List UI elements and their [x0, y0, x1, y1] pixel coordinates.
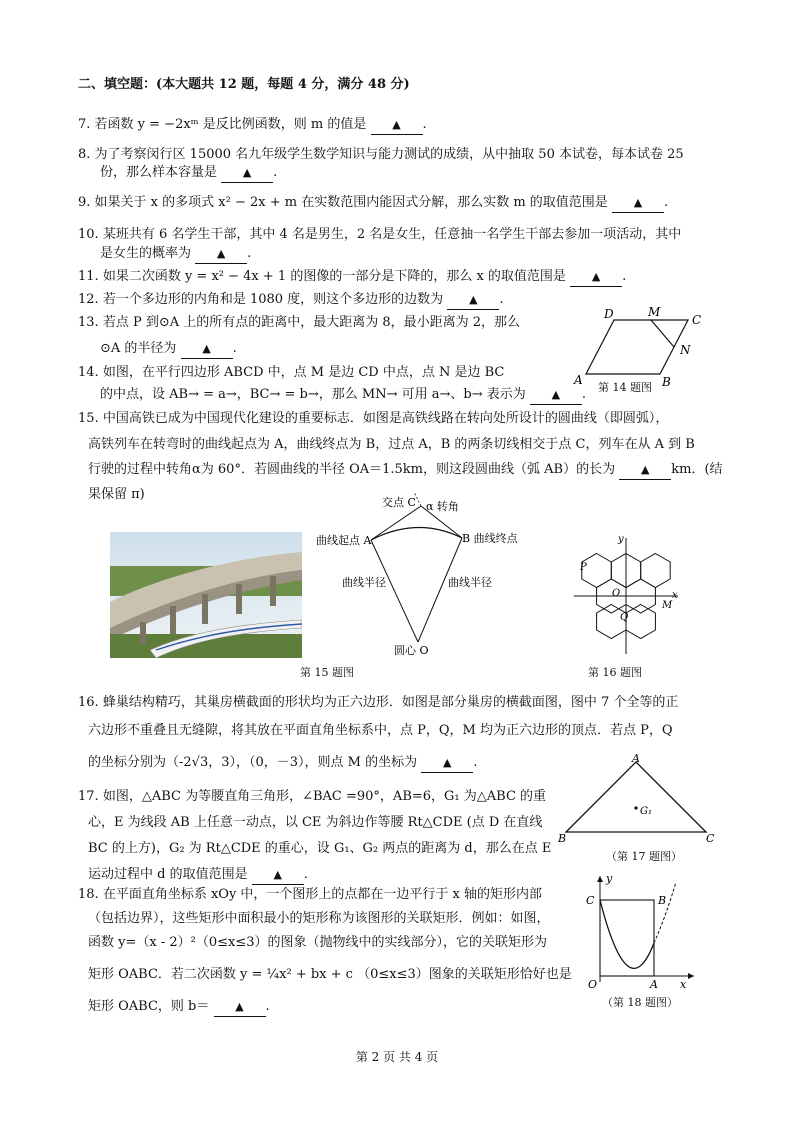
answer-blank: ▲: [371, 116, 423, 135]
label-o: O: [612, 588, 621, 599]
label-center-o: 圆心 O: [394, 644, 429, 657]
question-11: 11. 如果二次函数 y = x² − 4x + 1 的图像的一部分是下降的，那么 x 的取值范围是 ▲ .: [78, 268, 626, 287]
label-a: A: [650, 978, 658, 991]
figure-16: [566, 532, 686, 656]
question-10: 10. 某班共有 6 名学生干部，其中 4 名是男生，2 名是女生，任意抽一名学生干部去参加一项活动，其中: [78, 227, 682, 242]
label-a: A: [632, 752, 640, 765]
question-16-line-3: 的坐标分别为（-2√3，3），（0，－3），则点 M 的坐标为 ▲ .: [88, 754, 477, 773]
label-turn-angle: α 转角: [426, 500, 459, 513]
question-17-line-4: 运动过程中 d 的取值范围是 ▲ .: [88, 866, 308, 885]
hexagon-cell: [626, 605, 655, 639]
label-c: C: [692, 313, 702, 327]
question-14-line-2: 的中点，设 AB→ = a→，BC→ = b→，那么 MN→ 可用 a→、b→ 表示为 ▲ .: [100, 386, 586, 405]
question-8-line-2: 份，那么样本容量是 ▲ .: [100, 164, 277, 183]
label-intersection-c: 交点 C: [382, 496, 416, 509]
parallelogram-abcd: [586, 320, 688, 374]
label-p: P: [580, 562, 587, 573]
label-radius-right: 曲线半径: [448, 576, 492, 589]
parabola-dashed: [654, 882, 676, 943]
figure-17-caption: （第 17 题图）: [606, 850, 682, 863]
question-16-line-2: 六边形不重叠且无缝隙，将其放在平面直角坐标系中，点 P，Q，M 均为正六边形的顶点．若点 P，Q: [88, 723, 673, 738]
label-c: C: [706, 832, 715, 844]
question-12: 12. 若一个多边形的内角和是 1080 度，则这个多边形的边数为 ▲ .: [78, 291, 503, 310]
answer-blank: ▲: [570, 268, 622, 287]
high-speed-rail-photo: [110, 532, 302, 658]
label-g1: G₁: [640, 806, 652, 817]
question-18: 18. 在平面直角坐标系 xOy 中，一个图形上的点都在一边平行于 x 轴的矩形内部: [78, 887, 543, 902]
question-13-line-2: ⊙A 的半径为 ▲ .: [100, 340, 237, 359]
question-15-line-4: 果保留 π): [88, 487, 145, 502]
label-m: M: [648, 305, 661, 319]
question-9: 9. 如果关于 x 的多项式 x² − 2x + m 在实数范围内能因式分解，那么实数 m 的取值范围是 ▲ .: [78, 194, 668, 213]
figure-16-caption: 第 16 题图: [588, 666, 642, 679]
question-17-line-3: BC 的上方)，G₂ 为 Rt△CDE 的重心，设 G₁、G₂ 两点的距离为 d，那么在点 E: [88, 841, 552, 856]
label-b: B: [558, 832, 567, 844]
question-8: 8. 为了考察闵行区 15000 名九年级学生数学知识与能力测试的成绩，从中抽取 50 本试卷，每本试卷 25: [78, 147, 684, 162]
figure-17: [556, 752, 726, 844]
question-17: 17. 如图，△ABC 为等腰直角三角形，∠BAC =90°，AB=6，G₁ 为△ABC 的重: [78, 789, 547, 804]
label-o: O: [588, 978, 598, 991]
figure-14-caption: 第 14 题图: [598, 381, 652, 394]
question-7: 7. 若函数 y = −2xᵐ 是反比例函数，则 m 的值是 ▲ .: [78, 116, 427, 135]
label-end-b: B 曲线终点: [462, 532, 518, 545]
question-13: 13. 若点 P 到⊙A 上的所有点的距离中，最大距离为 8，最小距离为 2，那么: [78, 315, 521, 330]
question-18-line-2: （包括边界），这些矩形中面积最小的矩形称为该图形的关联矩形．例如：如图，: [88, 911, 550, 926]
label-y: y: [618, 534, 624, 545]
answer-blank: ▲: [181, 340, 233, 359]
question-18-line-3: 函数 y=（x - 2）²（0≤x≤3）的图象（抛物线中的实线部分），它的关联矩形为: [88, 935, 547, 950]
question-15: 15. 中国高铁已成为中国现代化建设的重要标志．如图是高铁线路在转向处所设计的圆曲线（即圆弧），: [78, 411, 669, 426]
answer-blank: ▲: [447, 291, 499, 310]
label-m: M: [662, 600, 673, 611]
figure-18: [576, 870, 700, 992]
label-radius-left: 曲线半径: [342, 576, 386, 589]
label-q: Q: [620, 612, 629, 623]
answer-blank: ▲: [530, 386, 582, 405]
answer-blank: ▲: [619, 461, 671, 480]
label-start-a: 曲线起点 A: [316, 534, 372, 547]
question-18-line-5: 矩形 OABC，则 b＝ ▲ .: [88, 998, 270, 1017]
segment-mn: [651, 320, 674, 347]
label-y: y: [606, 872, 613, 885]
answer-blank: ▲: [195, 245, 247, 264]
label-n: N: [680, 343, 691, 357]
question-15-line-3: 行驶的过程中转角α为 60°．若圆曲线的半径 OA＝1.5km，则这段圆曲线（弧 AB）的长为 ▲ km．(结: [88, 461, 723, 480]
question-18-line-4: 矩形 OABC．若二次函数 y = ¼x² + bx + c （0≤x≤3）图象的关联矩形恰好也是: [88, 967, 572, 982]
answer-blank: ▲: [221, 164, 273, 183]
answer-blank: ▲: [612, 194, 664, 213]
label-x: x: [680, 978, 687, 991]
label-d: D: [604, 307, 614, 321]
question-17-line-2: 心，E 为线段 AB 上任意一动点，以 CE 为斜边作等腰 Rt△CDE (点 D 在直线: [88, 815, 543, 830]
section-title: 二、填空题：(本大题共 12 题，每题 4 分，满分 48 分): [78, 77, 410, 92]
answer-blank: ▲: [252, 866, 304, 885]
centroid-g1: [634, 806, 637, 809]
triangle-abc: [566, 762, 706, 832]
hexagon-cell: [641, 554, 671, 588]
question-10-line-2: 是女生的概率为 ▲ .: [100, 245, 251, 264]
answer-blank: ▲: [421, 754, 473, 773]
parabola-solid: [600, 900, 654, 968]
question-14: 14. 如图，在平行四边形 ABCD 中，点 M 是边 CD 中点，点 N 是边 BC: [78, 365, 505, 380]
page-footer: 第 2 页 共 4 页: [355, 1050, 439, 1064]
label-b: B: [662, 375, 671, 389]
figure-15: [316, 492, 548, 660]
figure-18-caption: （第 18 题图）: [602, 996, 678, 1009]
answer-blank: ▲: [214, 998, 266, 1017]
label-x: x: [672, 590, 678, 601]
question-15-line-2: 高铁列车在转弯时的曲线起点为 A，曲线终点为 B，过点 A，B 的两条切线相交于点 C，列车在从 A 到 B: [88, 437, 695, 452]
label-b: B: [658, 894, 667, 907]
figure-15-caption: 第 15 题图: [300, 666, 354, 679]
question-16: 16. 蜂巢结构精巧，其巢房横截面的形状均为正六边形．如图是部分巢房的横截面图，图中 7 个全等的正: [78, 695, 679, 710]
arc-ab: [371, 527, 462, 540]
label-c: C: [586, 894, 595, 907]
label-a: A: [574, 373, 583, 387]
